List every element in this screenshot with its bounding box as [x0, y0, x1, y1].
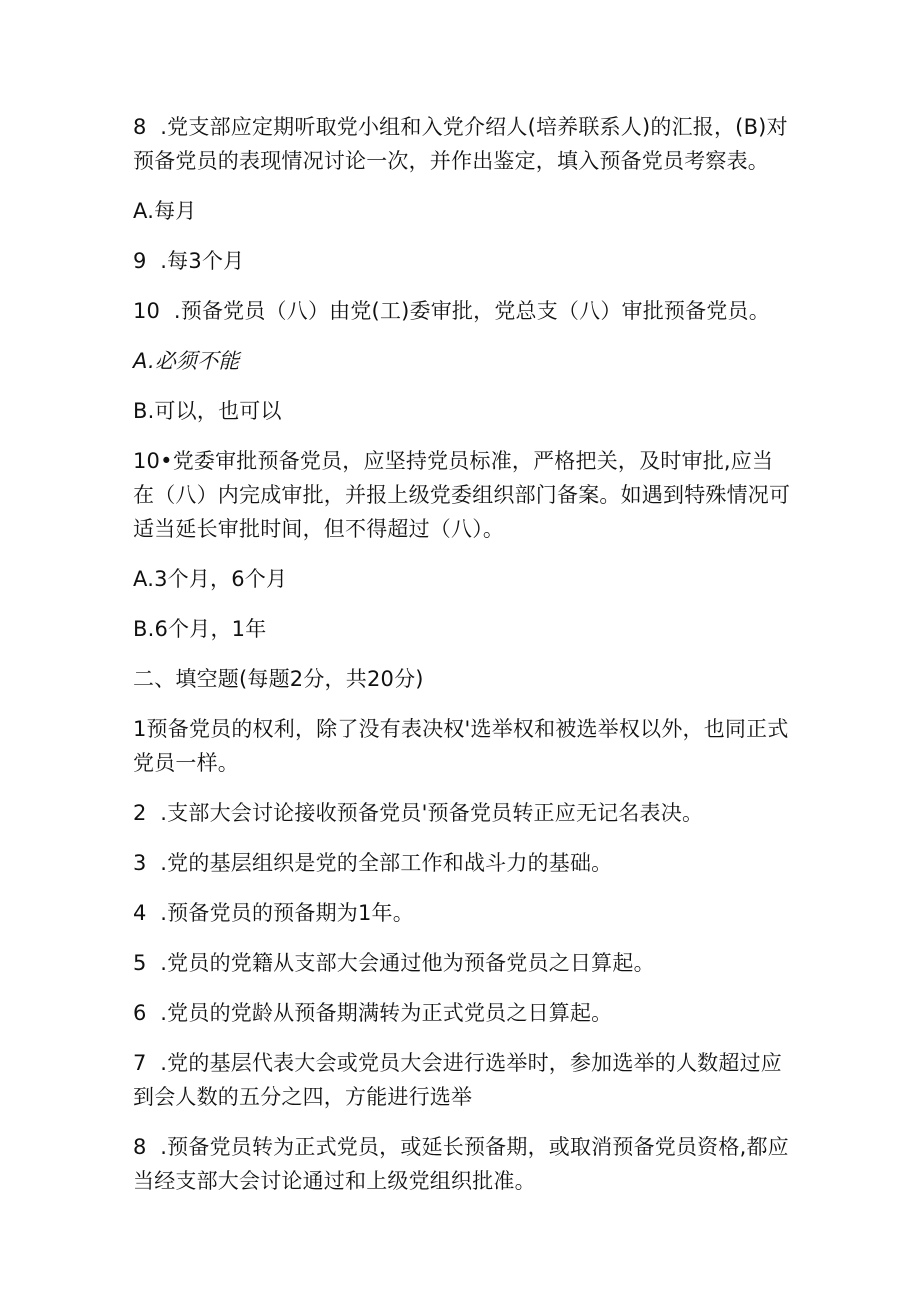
- question-10b-text: 10•党委审批预备党员，应坚持党员标准，严格把关，及时审批,应当在（八）内完成审批，并报上级党委组织部门备案。如遇到特殊情况可适当延长审批时间，但不得超过（八）。: [133, 449, 791, 541]
- fill-item-1: 1预备党员的权利，除了没有表决权'选举权和被选举权以外，也同正式党员一样。: [133, 717, 789, 775]
- fill-item-7: 7 .党的基层代表大会或党员大会进行选举时，参加选举的人数超过应到会人数的五分之四，方能进行选举: [133, 1051, 782, 1109]
- fill-item-2: 2 .支部大会讨论接收预备党员'预备党员转正应无记名表决。: [133, 801, 704, 825]
- fill-item-5: 5 .党员的党籍从支部大会通过他为预备党员之日算起。: [133, 951, 655, 975]
- option-b-6-months-1-year: B.6个月，1年: [133, 617, 267, 641]
- document-page: [133, 110, 793, 1214]
- section-heading-fill-in: 二、填空题(每题2分，共20分): [133, 667, 424, 691]
- option-a-must-not: A.必须不能: [133, 349, 240, 373]
- question-10-text: 10 .预备党员（八）由党(工)委审批，党总支（八）审批预备党员。: [133, 299, 770, 323]
- question-8-text: 8 .党支部应定期听取党小组和入党介绍人(培养联系人)的汇报，(B)对预备党员的表现情况讨论一次，并作出鉴定，填入预备党员考察表。: [133, 115, 788, 173]
- fill-item-4: 4 .预备党员的预备期为1年。: [133, 901, 414, 925]
- fill-item-8: 8 .预备党员转为正式党员，或延长预备期，或取消预备党员资格,都应当经支部大会讨论通过和上级党组织批准。: [133, 1135, 789, 1193]
- question-9-text: 9 .每3个月: [133, 249, 245, 273]
- option-a-monthly: A.每月: [133, 199, 197, 223]
- option-b-may: B.可以，也可以: [133, 399, 282, 423]
- option-a-3-6-months: A.3个月，6个月: [133, 567, 288, 591]
- fill-item-6: 6 .党员的党龄从预备期满转为正式党员之日算起。: [133, 1001, 613, 1025]
- fill-item-3: 3 .党的基层组织是党的全部工作和战斗力的基础。: [133, 851, 613, 875]
